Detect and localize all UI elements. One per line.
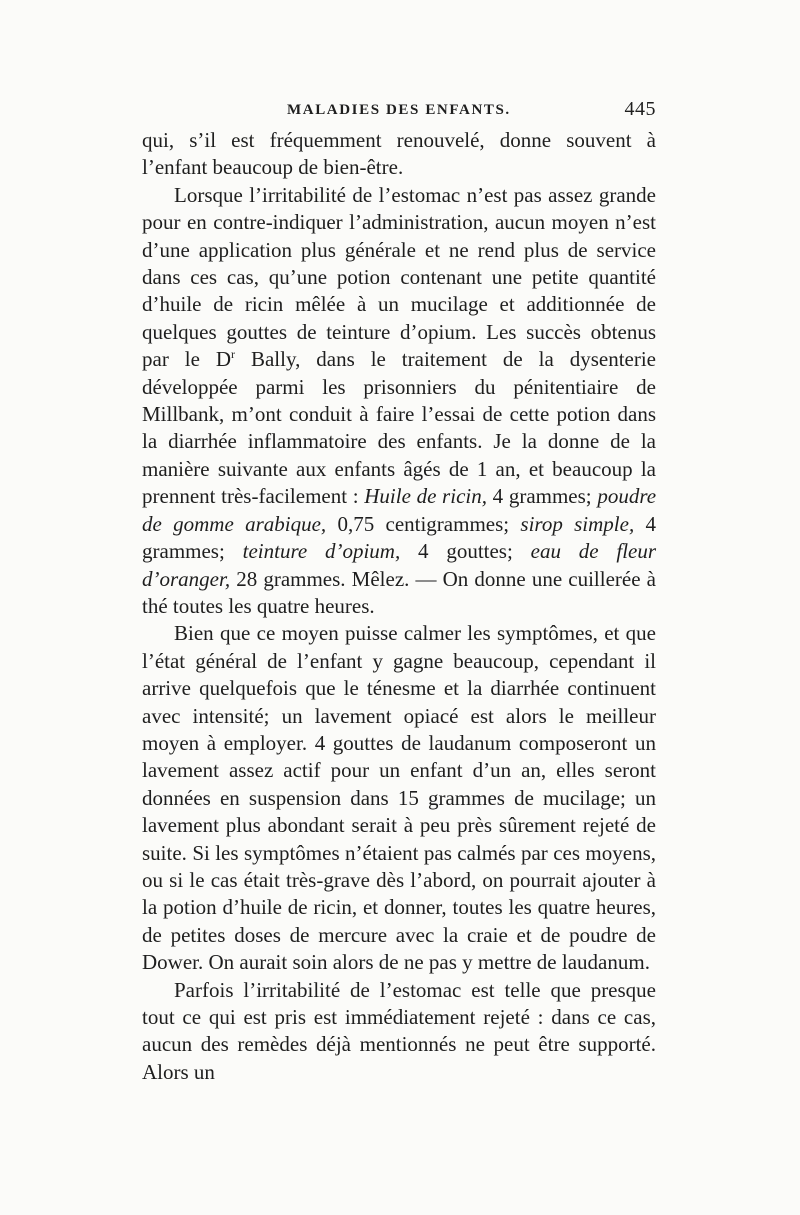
ingredient-orange-flower-water: eau de fleur d’oranger, — [142, 539, 657, 591]
ingredient-castor-oil: Huile de ricin, — [364, 484, 487, 509]
paragraph-2-text-g: 28 grammes. Mêlez. — On donne une cuillerée à thé toutes les quatre heures. — [142, 566, 656, 618]
page-header — [142, 96, 656, 126]
body-text — [142, 127, 656, 1086]
paragraph-2-text-d: 0,75 centigrammes; — [326, 511, 521, 536]
paragraph-1: qui, s’il est fréquemment renouvelé, donne souvent à l’enfant beaucoup de bien-être. — [142, 128, 656, 180]
paragraph-2-text-c: 4 grammes; — [486, 484, 598, 509]
paragraph-2-text-f: 4 gouttes; — [400, 539, 531, 564]
ingredient-gum-arabic: poudre de gomme arabique, — [142, 484, 657, 536]
paragraph-3: Bien que ce moyen puisse calmer les symptômes, et que l’état général de l’enfant y gagne beaucoup, cependant il arrive quelquefois que le ténesme et la diarrhée continuent avec intensité; un lavement opiacé est alors le meilleur moyen à employer. 4 gouttes de laudanum composeront un lavement assez actif pour un enfant d’un an, elles seront données en suspension dans 15 grammes de mucilage; un lavement plus abondant serait à peu près sûrement rejeté de suite. Si les symptômes n’étaient pas calmés par ces moyens, ou si le cas était très-grave dès l’abord, on pourrait ajouter à la potion d’huile de ricin, et donner, toutes les quatre heures, de petites doses de mercure avec la craie et de poudre de Dower. On aurait soin alors de ne pas y mettre de laudanum. — [142, 621, 656, 975]
running-title: MALADIES DES ENFANTS. — [287, 102, 511, 118]
paragraph-4: Parfois l’irritabilité de l’estomac est telle que presque tout ce qui est pris est immédiatement rejeté : dans ce cas, aucun des remèdes déjà mentionnés ne peut être supporté. Alors un — [142, 977, 656, 1084]
paragraph-2-text-a: Lorsque l’irritabilité de l’estomac n’est pas assez grande pour en contre-indiquer l’administration, aucun moyen n’est d’une application plus générale et ne rend plus de service dans ces cas, qu’une potion contenant une petite quantité d’huile de ricin mêlée à un mucilage et additionnée de quelques gouttes de teinture d’opium. Les succès obtenus par le D — [142, 182, 656, 372]
ingredient-opium-tincture: teinture d’opium, — [242, 539, 401, 564]
paragraph-2-text-e: 4 grammes; — [142, 511, 656, 564]
doctor-superscript: r — [231, 347, 236, 362]
page-number: 445 — [624, 98, 656, 120]
ingredient-simple-syrup: sirop simple, — [520, 511, 635, 536]
paragraph-2 — [142, 182, 656, 621]
paragraph-2-text-b: Bally, dans le traitement de la dysenterie développée parmi les prisonniers du pénitentiaire de Millbank, m’ont conduit à faire l’essai de cette potion dans la diarrhée inflammatoire des enfants. Je la donne de la manière suivante aux enfants âgés de 1 an, et beaucoup la prennent très-facilement : — [142, 347, 656, 509]
